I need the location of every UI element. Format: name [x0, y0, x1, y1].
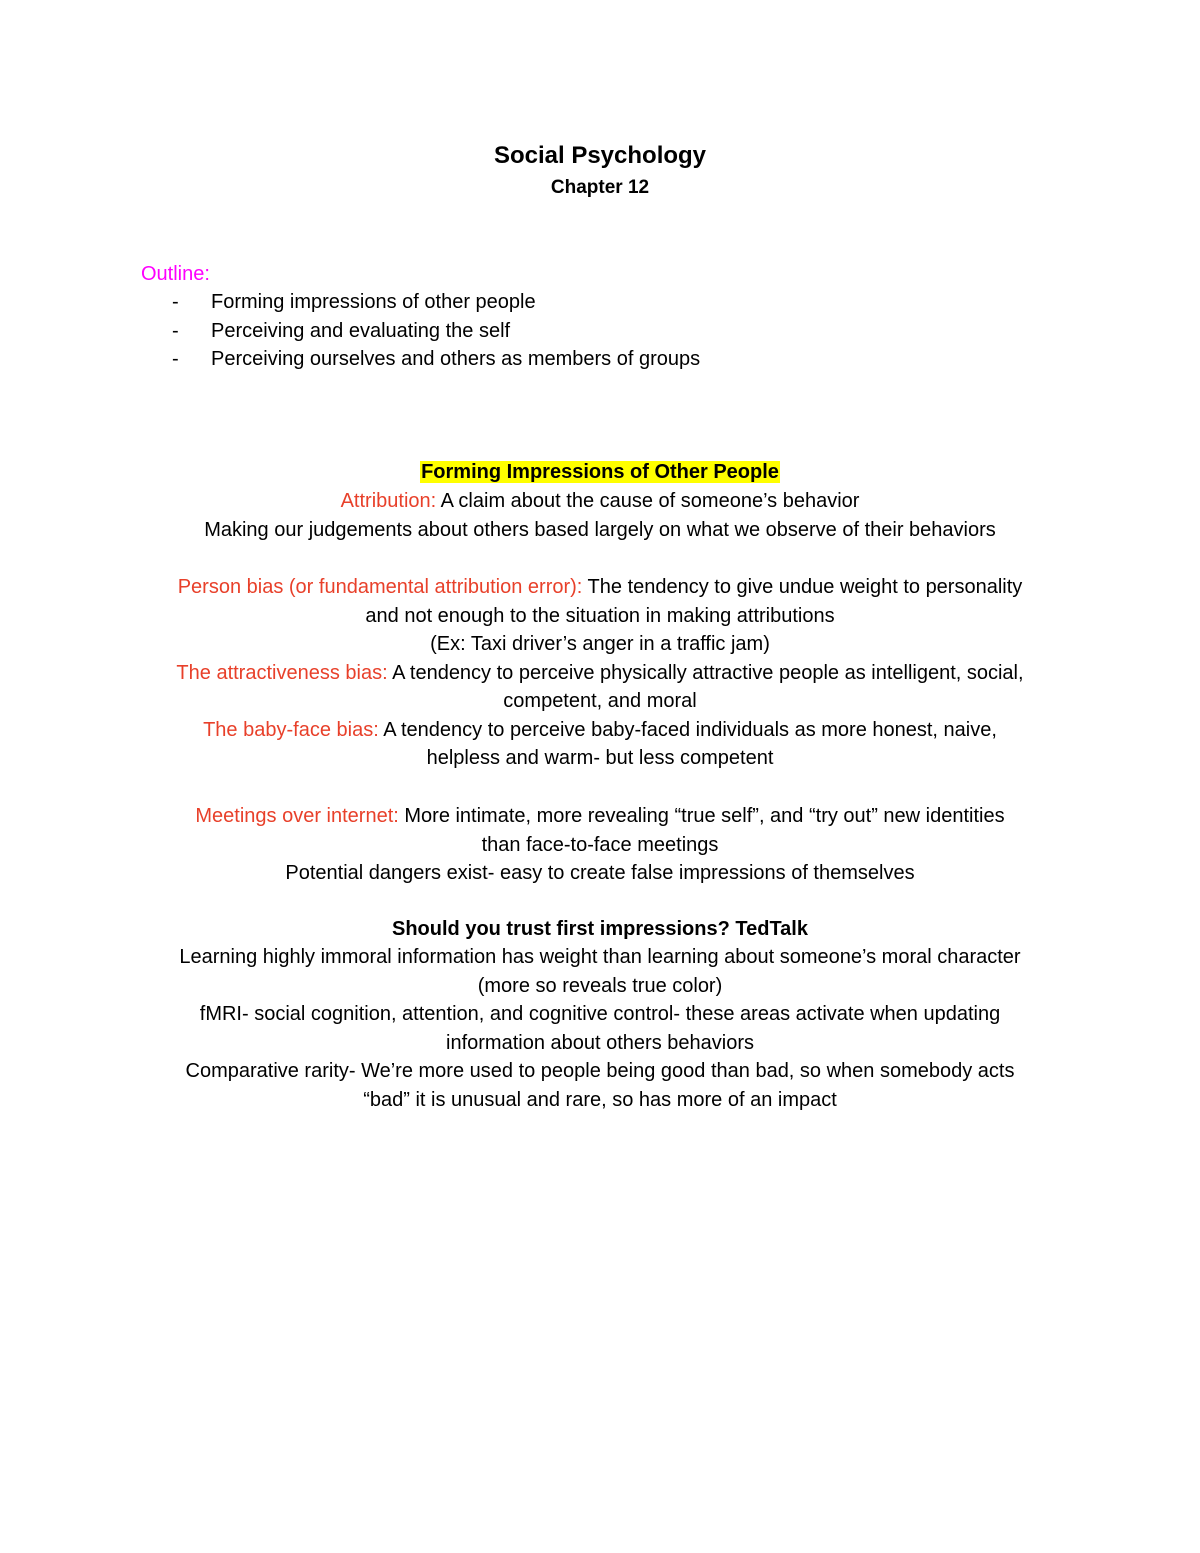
person-bias-term: Person bias (or fundamental attribution error):: [177, 576, 583, 598]
attractiveness-bias-term: The attractiveness bias:: [176, 661, 388, 684]
biases-block: [100, 573, 1100, 773]
tedtalk-line: “bad” it is unusual and rare, so has more of an impact: [363, 1088, 837, 1111]
outline-item-text: Perceiving and evaluating the self: [211, 319, 511, 342]
attractiveness-bias-line: [100, 659, 1100, 688]
tedtalk-block: [100, 915, 1100, 1114]
attribution-note: Making our judgements about others based largely on what we observe of their behaviors: [204, 518, 996, 541]
internet-text: More intimate, more revealing “true self”, and “try out” new identities: [398, 805, 1005, 827]
tedtalk-heading: Should you trust first impressions? TedTalk: [392, 918, 808, 940]
section-heading: [100, 458, 1100, 486]
person-bias-text: The tendency to give undue weight to personality: [582, 576, 1023, 598]
highlighted-heading-text: Forming Impressions of Other People: [421, 461, 779, 483]
outline-list: [172, 288, 700, 374]
outline-item: [172, 345, 700, 374]
bullet-dash: -: [172, 291, 179, 313]
tedtalk-line: Comparative rarity- We’re more used to people being good than bad, so when somebody acts: [185, 1060, 1015, 1082]
attribution-definition: [100, 487, 1100, 516]
tedtalk-line: (more so reveals true color): [477, 974, 723, 997]
tedtalk-line: fMRI- social cognition, attention, and cognitive control- these areas activate when updating: [199, 1003, 1001, 1025]
internet-note: Potential dangers exist- easy to create false impressions of themselves: [285, 862, 915, 884]
internet-term: Meetings over internet:: [195, 805, 399, 827]
baby-face-bias-text: A tendency to perceive baby-faced individuals as more honest, naive,: [378, 718, 997, 741]
outline-item-text: Perceiving ourselves and others as members of groups: [211, 348, 701, 370]
person-bias-example: (Ex: Taxi driver’s anger in a traffic jam): [430, 633, 770, 655]
outline-item-text: Forming impressions of other people: [211, 291, 536, 313]
chapter-subtitle: Chapter 12: [550, 177, 650, 198]
attribution-term: Attribution:: [340, 490, 437, 512]
internet-line: [100, 802, 1100, 831]
attractiveness-bias-text: A tendency to perceive physically attractive people as intelligent, social,: [387, 661, 1024, 684]
tedtalk-line: Learning highly immoral information has weight than learning about someone’s moral character: [179, 946, 1021, 968]
baby-face-bias-line: [100, 716, 1100, 745]
outline-label: Outline:: [141, 263, 210, 285]
bullet-dash: -: [172, 319, 179, 342]
attribution-text: A claim about the cause of someone’s behavior: [436, 490, 860, 512]
outline-item: [172, 288, 700, 317]
baby-face-bias-line-2: helpless and warm- but less competent: [426, 747, 774, 769]
internet-block: [100, 802, 1100, 888]
baby-face-bias-term: The baby-face bias:: [203, 718, 379, 741]
page-title: Social Psychology: [493, 142, 707, 169]
internet-line-2: than face-to-face meetings: [481, 833, 719, 856]
outline-item: [172, 317, 700, 346]
person-bias-line: [100, 573, 1100, 602]
person-bias-line-2: and not enough to the situation in making attributions: [365, 604, 835, 627]
bullet-dash: -: [172, 348, 179, 370]
tedtalk-line: information about others behaviors: [446, 1031, 754, 1054]
attribution-block: [100, 487, 1100, 544]
attractiveness-bias-line-2: competent, and moral: [503, 690, 697, 712]
